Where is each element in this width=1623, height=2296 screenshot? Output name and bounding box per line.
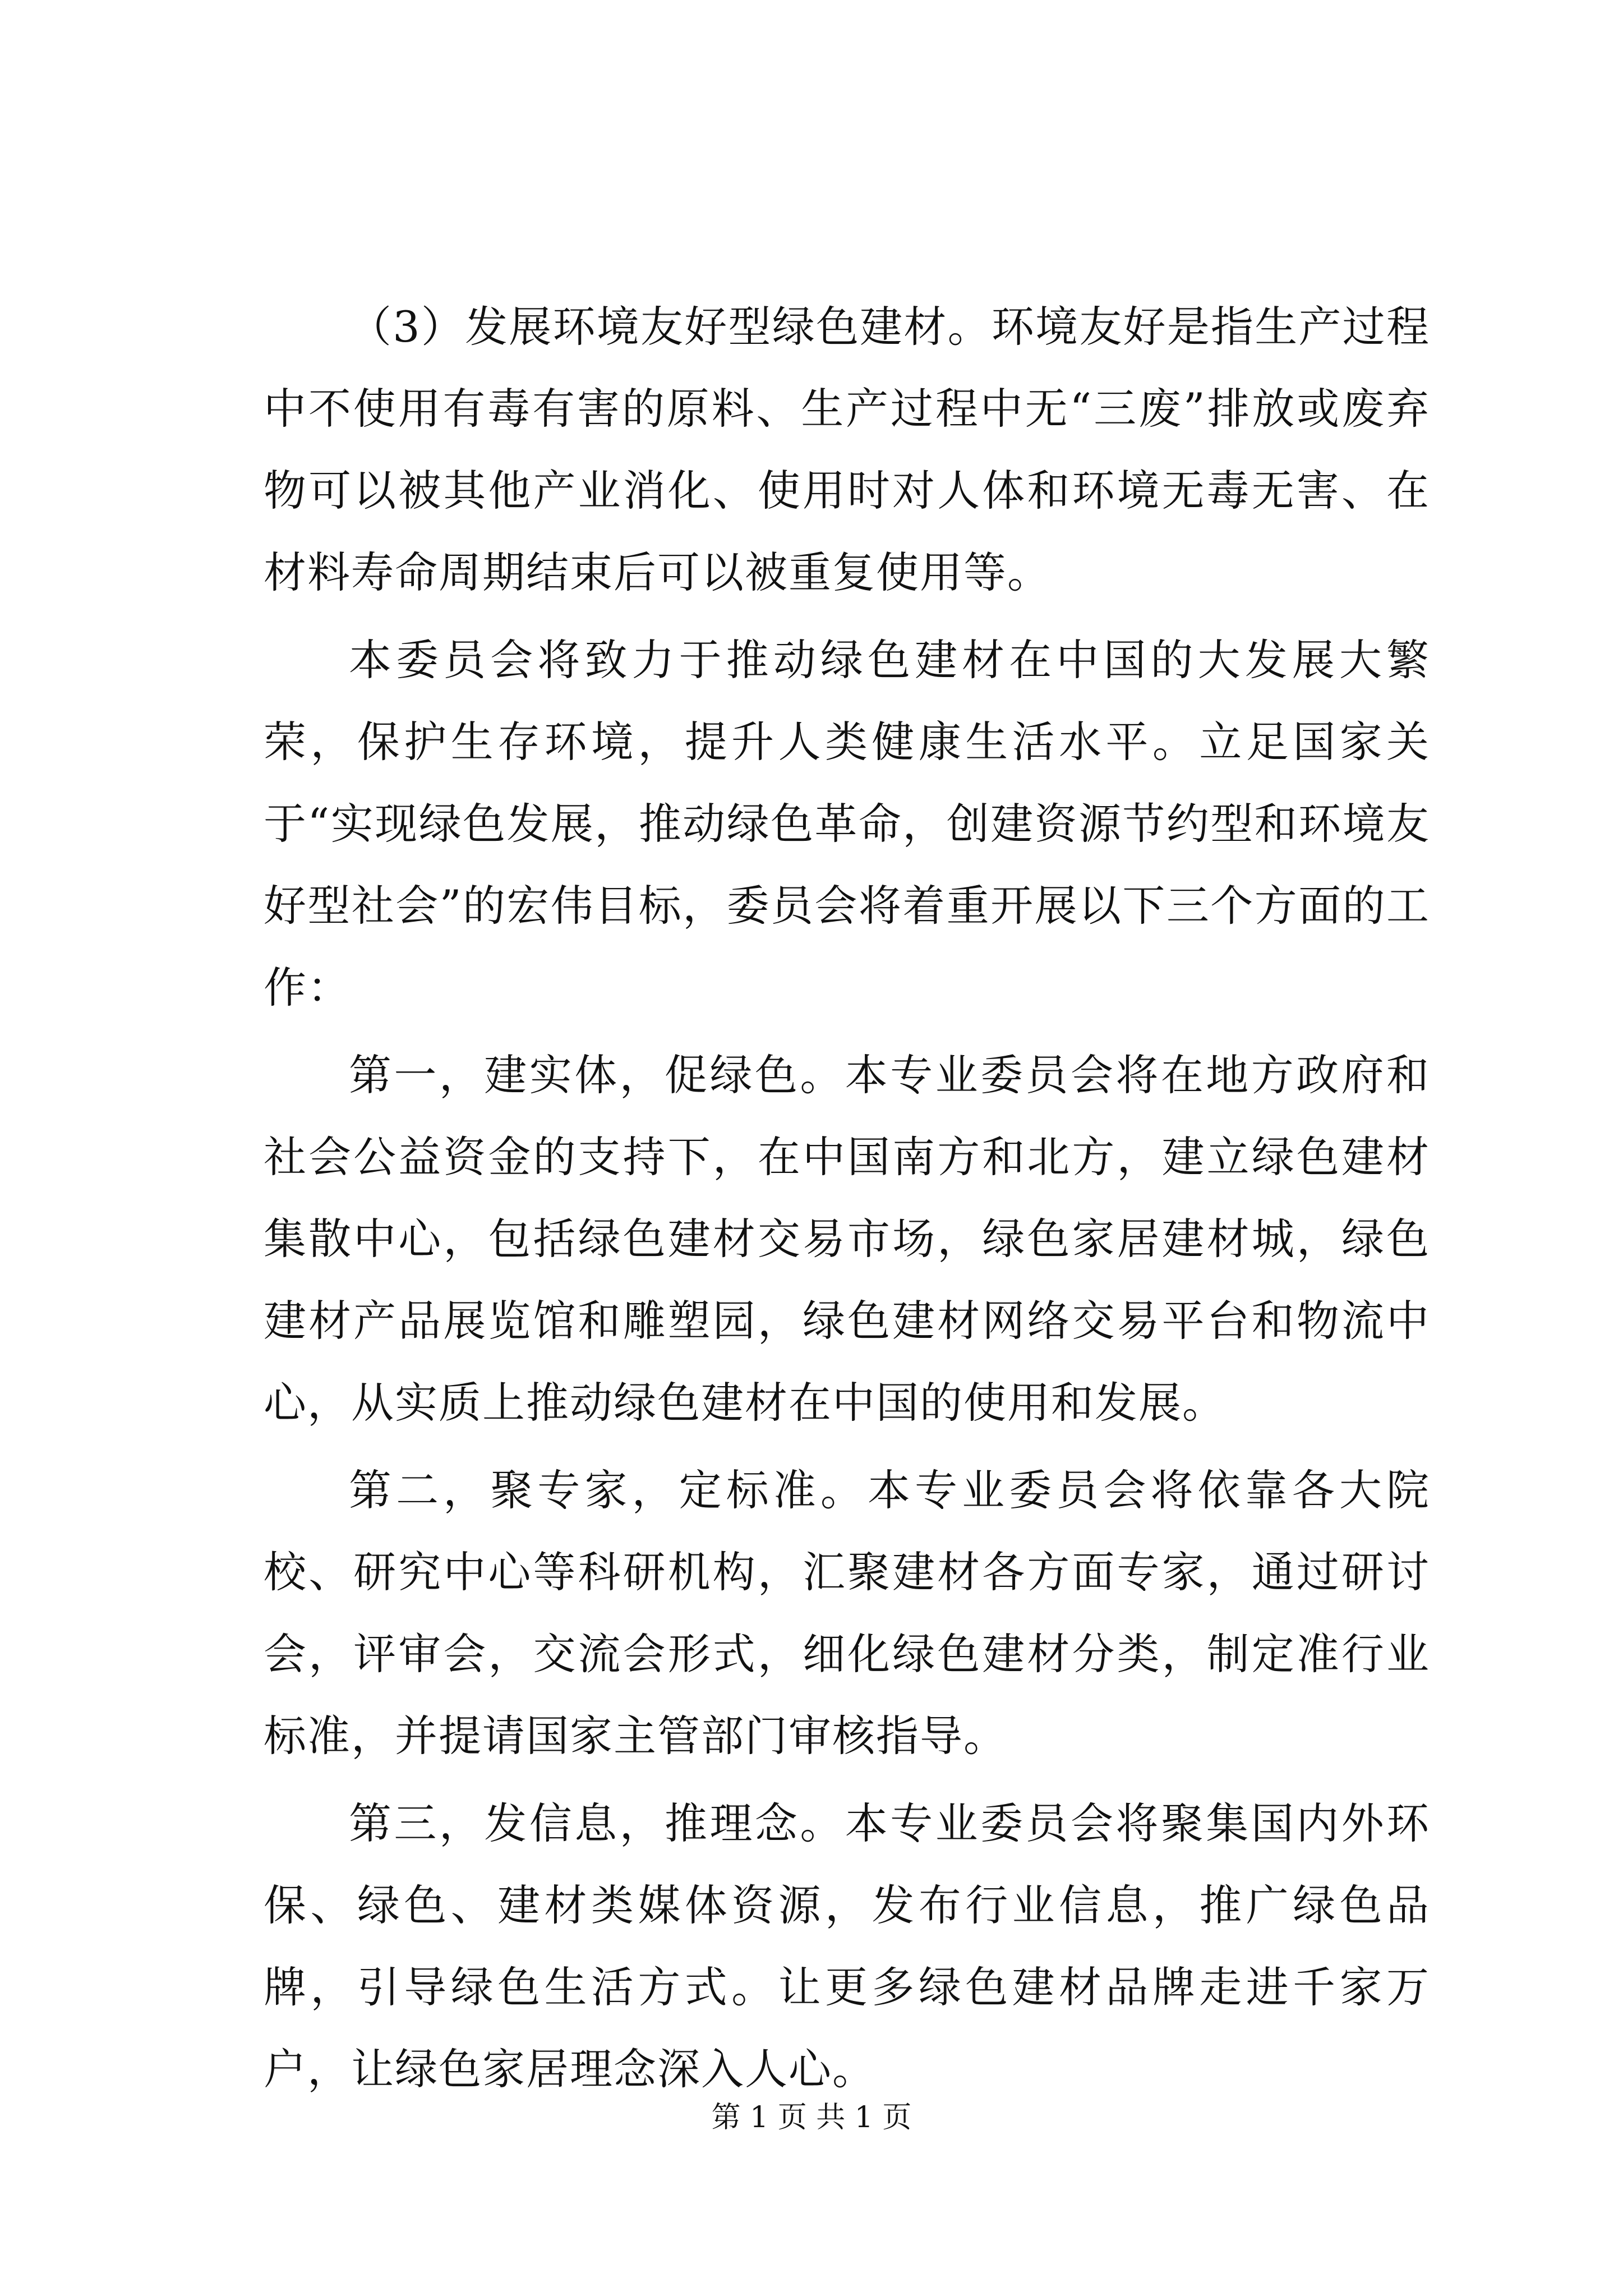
- paragraph-second-task: 第二，聚专家，定标准。本专业委员会将依靠各大院校、研究中心等科研机构，汇聚建材各方面专家，通过研讨会，评审会，交流会形式，细化绿色建材分类，制定准行业标准，并提请国家主管部门审核指导。: [264, 1465, 1430, 1761]
- page-number-footer: 第 1 页 共 1 页: [711, 2101, 912, 2134]
- document-body: [264, 286, 1430, 2116]
- paragraph-first-task: 第一，建实体，促绿色。本专业委员会将在地方政府和社会公益资金的支持下，在中国南方和北方，建立绿色建材集散中心，包括绿色建材交易市场，绿色家居建材城，绿色建材产品展览馆和雕塑园，绿色建材网络交易平台和物流中心，从实质上推动绿色建材在中国的使用和发展。: [264, 1050, 1430, 1428]
- paragraph-committee-goal: 本委员会将致力于推动绿色建材在中国的大发展大繁荣，保护生存环境，提升人类健康生活水平。立足国家关于“实现绿色发展，推动绿色革命，创建资源节约型和环境友好型社会”的宏伟目标，委员会将着重开展以下三个方面的工作：: [264, 635, 1430, 1013]
- paragraph-third-task: 第三，发信息，推理念。本专业委员会将聚集国内外环保、绿色、建材类媒体资源，发布行业信息，推广绿色品牌，引导绿色生活方式。让更多绿色建材品牌走进千家万户，让绿色家居理念深入人心。: [264, 1798, 1430, 2094]
- paragraph-environment-friendly: （3）发展环境友好型绿色建材。环境友好是指生产过程中不使用有毒有害的原料、生产过程中无“三废”排放或废弃物可以被其他产业消化、使用时对人体和环境无毒无害、在材料寿命周期结束后可以被重复使用等。: [264, 302, 1430, 597]
